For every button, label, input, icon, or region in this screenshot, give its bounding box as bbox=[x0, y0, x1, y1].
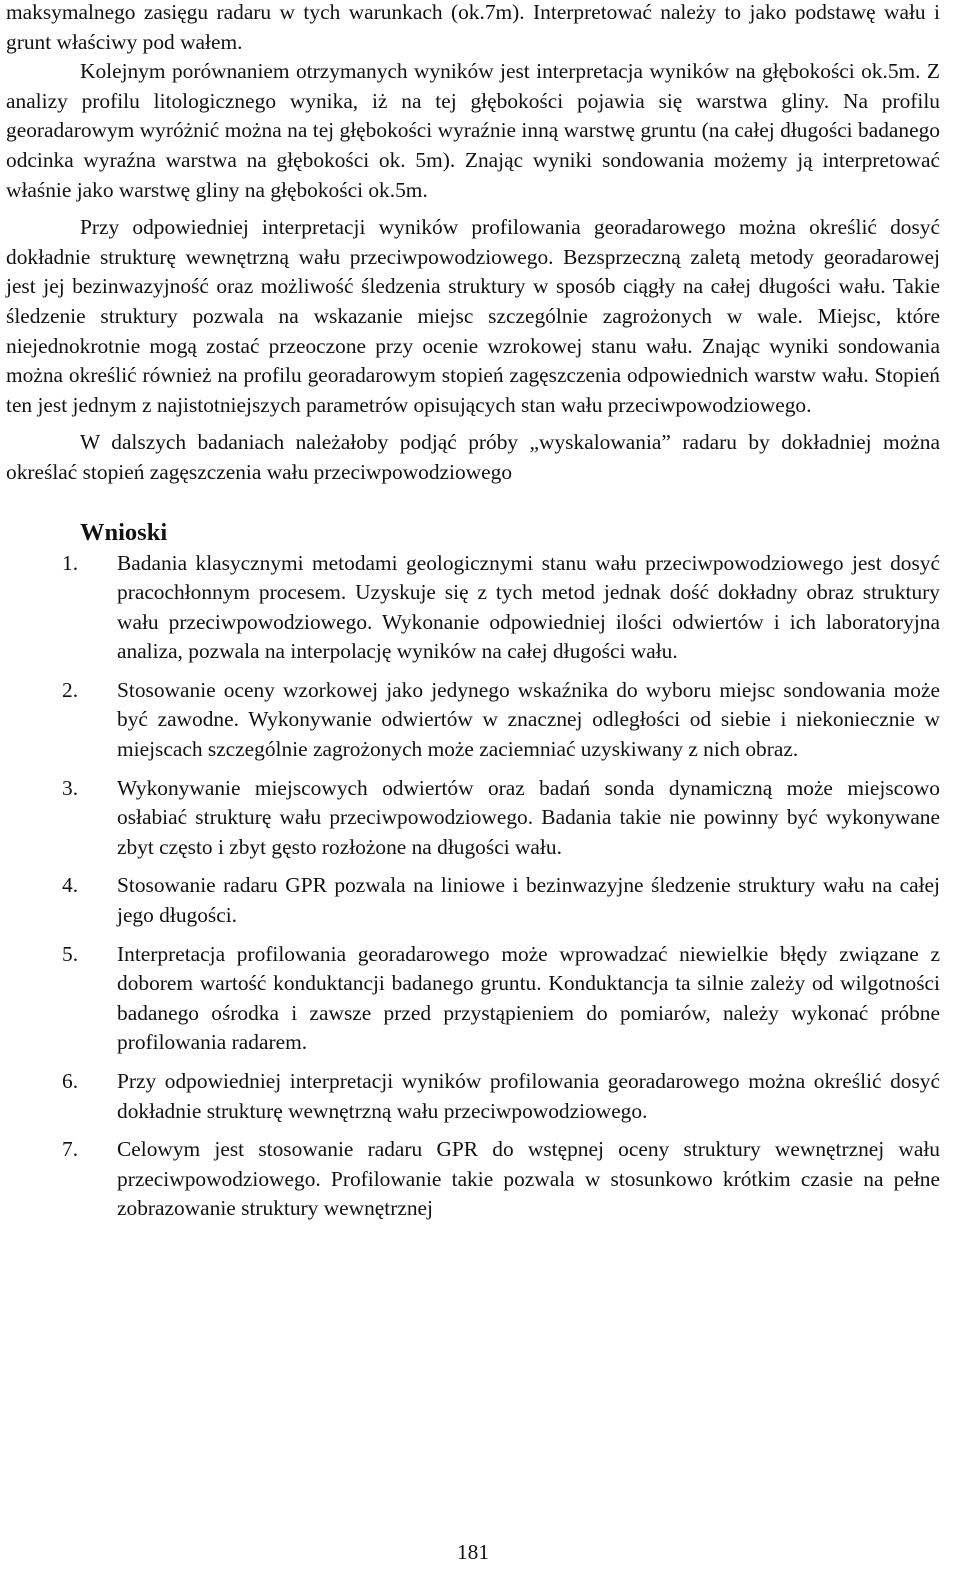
list-item bbox=[6, 1067, 940, 1126]
list-item-number: 1. bbox=[62, 550, 79, 575]
paragraph-depth-5m: Kolejnym porównaniem otrzymanych wyników jest interpretacja wyników na głębokości ok.5m. Z analizy profilu litologicznego wynika, iż na tej głębokości pojawia się warstwa gliny. Na profilu georadarowym wyróżnić można na tej głębokości wyraźnie inną warstwę gruntu (na całej długości badanego odcinka wyraźna warstwa na głębokości ok. 5m). Znając wyniki sondowania możemy ją interpretować właśnie jako warstwę gliny na głębokości ok.5m. bbox=[6, 59, 940, 202]
list-item bbox=[6, 1135, 940, 1224]
list-item-text: Stosowanie oceny wzorkowej jako jedynego wskaźnika do wyboru miejsc sondowania może być zawodne. Wykonywanie odwiertów w znacznej odległości od siebie i niekoniecznie w miejscach szczególnie zagrożonych może zaciemniać uzyskiwany z nich obraz. bbox=[117, 677, 940, 762]
conclusions-list bbox=[6, 549, 940, 1224]
list-item bbox=[6, 940, 940, 1058]
list-item-number: 7. bbox=[62, 1137, 79, 1162]
list-item-text: Wykonywanie miejscowych odwiertów oraz badań sonda dynamiczną może miejscowo osłabiać strukturę wału przeciwpowodziowego. Badania takie nie powinny być wykonywane zbyt często i zbyt gęsto rozłożone na długości wału. bbox=[117, 775, 940, 859]
list-item-number: 5. bbox=[62, 941, 79, 966]
list-item bbox=[6, 676, 940, 765]
list-item-text: Stosowanie radaru GPR pozwala na liniowe i bezinwazyjne śledzenie struktury wału na całej jego długości. bbox=[117, 873, 940, 928]
conclusions-heading: Wnioski bbox=[80, 518, 168, 546]
list-item-text: Celowym jest stosowanie radaru GPR do wstępnej oceny struktury wewnętrznej wału przeciwpowodziowego. Profilowanie takie pozwala w stosunkowo krótkim czasie na pełne zobrazowanie struktury wewnętrznej bbox=[117, 1137, 940, 1221]
list-item-number: 2. bbox=[62, 677, 79, 702]
list-item-text: Badania klasycznymi metodami geologicznymi stanu wału przeciwpowodziowego jest dosyć pracochłonnym procesem. Uzyskuje się z tych metod jednak dość dokładny obraz struktury wału przeciwpowodziowego. Wykonanie odpowiedniej ilości odwiertów i ich laboratoryjna analiza, pozwala na interpolację wyników na całej długości wału. bbox=[117, 550, 940, 664]
list-item-number: 4. bbox=[62, 873, 79, 898]
paragraph-continuation: maksymalnego zasięgu radaru w tych warunkach (ok.7m). Interpretować należy to jako podstawę wału i grunt właściwy pod wałem. bbox=[6, 0, 940, 54]
document-page bbox=[6, 0, 940, 1593]
paragraph-further-research: W dalszych badaniach należałoby podjąć próby „wyskalowania” radaru by dokładniej można określać stopień zagęszczenia wału przeciwpowodziowego bbox=[6, 430, 940, 484]
list-item-text: Przy odpowiedniej interpretacji wyników profilowania georadarowego można określić dosyć dokładnie strukturę wewnętrzną wału przeciwpowodziowego. bbox=[117, 1069, 940, 1123]
list-item bbox=[6, 774, 940, 863]
list-item bbox=[6, 549, 940, 667]
list-item-number: 3. bbox=[62, 775, 79, 800]
page-content bbox=[6, 0, 940, 1224]
page-number: 181 bbox=[456, 1540, 490, 1564]
list-item-number: 6. bbox=[62, 1069, 79, 1093]
list-item bbox=[6, 871, 940, 930]
paragraph-interpretation: Przy odpowiedniej interpretacji wyników profilowania georadarowego można określić dosyć dokładnie strukturę wewnętrzną wału przeciwpowodziowego. Bezsprzeczną zaletą metody georadarowej jest jej bezinwazyjność oraz możliwość śledzenia struktury w sposób ciągły na całej długości wału. Takie śledzenie struktury pozwala na wskazanie miejsc szczególnie zagrożonych w wale. Miejsc, które niejednokrotnie mogą zostać przeoczone przy ocenie wzrokowej stanu wału. Znając wyniki sondowania można określić również na profilu georadarowym stopień zagęszczenia odpowiednich warstw wału. Stopień ten jest jednym z najistotniejszych parametrów opisujących stan wału przeciwpowodziowego. bbox=[6, 215, 940, 417]
list-item-text: Interpretacja profilowania georadarowego może wprowadzać niewielkie błędy związane z doborem wartość konduktancji badanego gruntu. Konduktancja ta silnie zależy od wilgotności badanego ośrodka i zawsze przed przystąpieniem do pomiarów, należy wykonać próbne profilowania radarem. bbox=[117, 941, 940, 1055]
